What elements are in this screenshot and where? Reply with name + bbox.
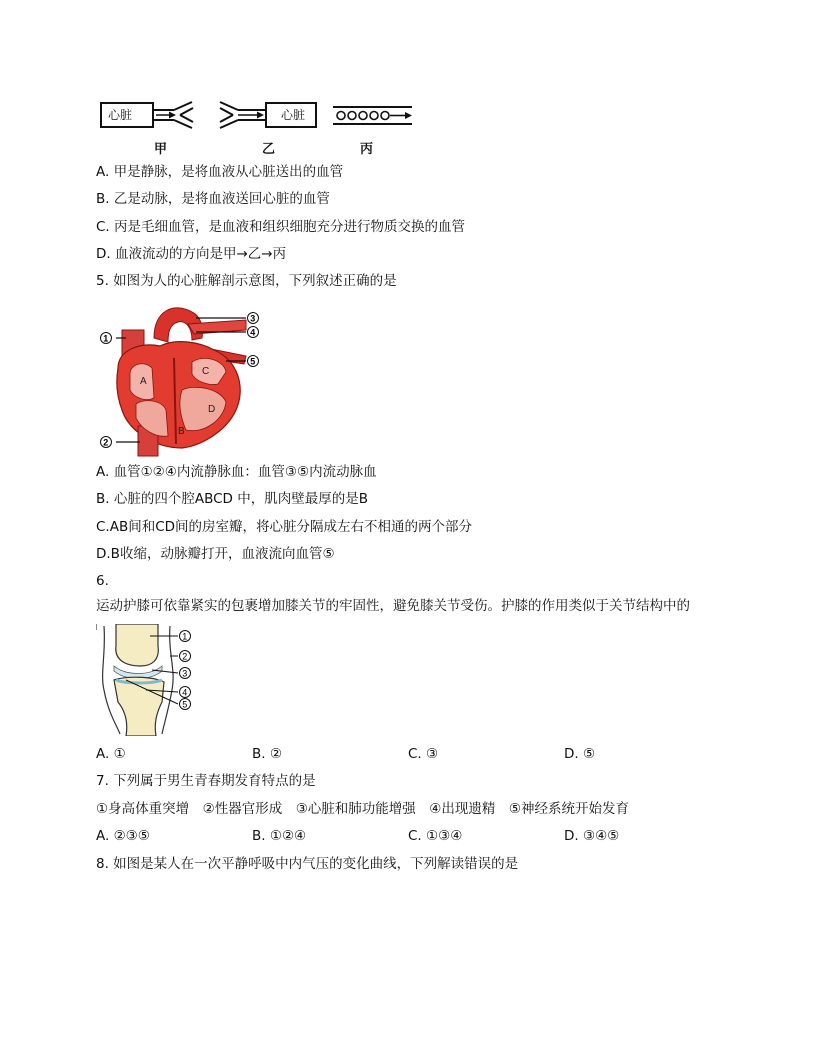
q4-option-c: C. 丙是毛细血管，是血液和组织细胞充分进行物质交换的血管 [96,219,466,235]
knee-joint-diagram [96,624,216,736]
q5-option-d: D.B收缩，动脉瓣打开，血液流向血管⑤ [96,546,335,562]
q7-option-b: B. ①②④ [252,828,307,844]
q7-option-d: D. ③④⑤ [564,828,620,844]
knee-label-2: 2 [182,651,188,662]
blood-vessels-figure [96,96,426,166]
q7-option-c: C. ①③④ [408,828,463,844]
q6-stem: 运动护膝可依靠紧实的包裹增加膝关节的牢固性，避免膝关节受伤。护膝的作用类似于关节结构中的 [96,598,690,614]
q5-option-b: B. 心脏的四个腔ABCD 中，肌肉壁最厚的是B [96,491,368,507]
heart-label-5: 5 [250,356,256,367]
vessel-box-text-2: 心脏 [281,108,306,122]
heart-label-b: B [178,426,185,437]
heart-label-c: C [202,366,210,377]
q5-option-c: C.AB间和CD间的房室瓣，将心脏分隔成左右不相通的两个部分 [96,519,473,535]
q5-option-a: A. 血管①②④内流静脉血：血管③⑤内流动脉血 [96,464,377,480]
vessel-label-jia: 甲 [154,142,168,157]
knee-label-3: 3 [182,668,188,679]
q6-option-a: A. ① [96,746,126,762]
q5-stem: 5. 如图为人的心脏解剖示意图，下列叙述正确的是 [96,273,397,289]
heart-diagram [96,298,271,458]
q6-option-c: C. ③ [408,746,439,762]
vessel-label-bing: 丙 [360,142,374,157]
q6-option-d: D. ⑤ [564,746,596,762]
q8-stem: 8. 如图是某人在一次平静呼吸中内气压的变化曲线，下列解读错误的是 [96,856,519,872]
knee-label-4: 4 [182,687,188,698]
knee-label-5: 5 [182,699,188,710]
q4-option-b: B. 乙是动脉，是将血液送回心脏的血管 [96,191,330,207]
heart-label-d: D [208,404,216,415]
heart-label-3: 3 [250,313,256,324]
knee-label-1: 1 [182,631,188,642]
heart-label-a: A [140,376,147,387]
q4-option-d: D. 血液流动的方向是甲→乙→丙 [96,246,287,262]
heart-label-1: 1 [103,333,109,344]
heart-label-4: 4 [250,327,256,338]
q4-option-a: A. 甲是静脉，是将血液从心脏送出的血管 [96,164,344,180]
q6-number: 6. [96,573,109,589]
q6-option-b: B. ② [252,746,282,762]
vessel-box-text-1: 心脏 [108,108,133,122]
q7-items: ①身高体重突增 ②性器官形成 ③心脏和肺功能增强 ④出现遗精 ⑤神经系统开始发育 [96,801,630,817]
vessel-label-yi: 乙 [262,142,276,157]
q7-option-a: A. ②③⑤ [96,828,150,844]
heart-label-2: 2 [103,437,109,448]
q7-stem: 7. 下列属于男生青春期发育特点的是 [96,773,316,789]
